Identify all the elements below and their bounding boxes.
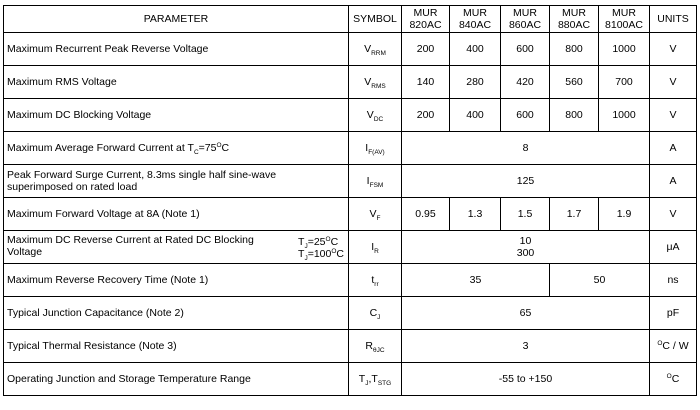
value-cell: 0.95 (402, 198, 450, 231)
value-cell: 10 300 (402, 231, 650, 264)
unit-cell: pF (650, 297, 697, 330)
table-row (4, 99, 697, 132)
condition-25c: $T_J=25^OC$ (298, 236, 339, 250)
table-row (4, 66, 697, 99)
header-device-860ac: MUR 860AC (501, 6, 550, 33)
table-row (4, 231, 697, 264)
table-row (4, 132, 697, 165)
ratings-table-container (3, 5, 697, 396)
value-cell: 125 (402, 165, 650, 198)
unit-cell: V (650, 99, 697, 132)
value-cell: 65 (402, 297, 650, 330)
value-cell: 140 (402, 66, 450, 99)
symbol-cell: $T_J,T_{STG}$ (349, 363, 402, 396)
header-device-840ac: MUR 840AC (450, 6, 501, 33)
value-cell: 200 (402, 33, 450, 66)
unit-cell: V (650, 198, 697, 231)
value-cell: 1.9 (599, 198, 650, 231)
value-cell: 35 (402, 264, 550, 297)
value-cell: 420 (501, 66, 550, 99)
electrical-ratings-table (3, 5, 697, 396)
parameter-cell: Maximum DC Blocking Voltage (4, 99, 349, 132)
symbol-cell: $V_{DC}$ (349, 99, 402, 132)
value-cell: 600 (501, 99, 550, 132)
unit-cell: V (650, 66, 697, 99)
parameter-cell: Maximum DC Reverse Current at Rated DC Blocking Voltage $T_J=25^OC$ $T_J=100^OC$ (4, 231, 349, 264)
value-cell: 800 (550, 33, 599, 66)
value-cell: 3 (402, 330, 650, 363)
value-cell: 1000 (599, 99, 650, 132)
symbol-cell: $V_F$ (349, 198, 402, 231)
unit-cell: ns (650, 264, 697, 297)
value-cell: 1.3 (450, 198, 501, 231)
header-device-880ac: MUR 880AC (550, 6, 599, 33)
symbol-cell: $I_{F(AV)}$ (349, 132, 402, 165)
parameter-cell: Maximum Reverse Recovery Time (Note 1) (4, 264, 349, 297)
condition-100c: $T_J=100^OC$ (298, 248, 344, 262)
header-device-8100ac: MUR 8100AC (599, 6, 650, 33)
symbol-cell: $C_J$ (349, 297, 402, 330)
unit-cell: μA (650, 231, 697, 264)
table-row (4, 297, 697, 330)
header-symbol: SYMBOL (349, 6, 402, 33)
value-cell: 700 (599, 66, 650, 99)
parameter-cell: Maximum Forward Voltage at 8A (Note 1) (4, 198, 349, 231)
table-row (4, 33, 697, 66)
parameter-cell: Typical Junction Capacitance (Note 2) (4, 297, 349, 330)
parameter-cell: Typical Thermal Resistance (Note 3) (4, 330, 349, 363)
symbol-cell: $R_{\theta JC}$ (349, 330, 402, 363)
unit-cell: V (650, 33, 697, 66)
value-cell: 400 (450, 33, 501, 66)
parameter-cell: Maximum Average Forward Current at $T_C=75^OC$ (4, 132, 349, 165)
value-cell: 600 (501, 33, 550, 66)
table-row (4, 330, 697, 363)
table-header-row (4, 6, 697, 33)
value-cell: 50 (550, 264, 650, 297)
table-row (4, 363, 697, 396)
symbol-cell: $I_R$ (349, 231, 402, 264)
value-cell: 400 (450, 99, 501, 132)
value-cell: 280 (450, 66, 501, 99)
parameter-cell: Operating Junction and Storage Temperature Range (4, 363, 349, 396)
value-cell: -55 to +150 (402, 363, 650, 396)
symbol-cell: $I_{FSM}$ (349, 165, 402, 198)
value-cell: 1.7 (550, 198, 599, 231)
unit-cell: A (650, 132, 697, 165)
value-cell: 1.5 (501, 198, 550, 231)
unit-cell: A (650, 165, 697, 198)
unit-cell: $^O$C (650, 363, 697, 396)
value-cell: 800 (550, 99, 599, 132)
value-cell: 200 (402, 99, 450, 132)
symbol-cell: $V_{RMS}$ (349, 66, 402, 99)
table-row (4, 198, 697, 231)
table-row (4, 264, 697, 297)
symbol-cell: $V_{RRM}$ (349, 33, 402, 66)
value-cell: 560 (550, 66, 599, 99)
unit-cell: $^O$C / W (650, 330, 697, 363)
parameter-cell: Peak Forward Surge Current, 8.3ms single half sine-wave superimposed on rated load (4, 165, 349, 198)
value-cell: 8 (402, 132, 650, 165)
parameter-cell: Maximum RMS Voltage (4, 66, 349, 99)
header-parameter: PARAMETER (4, 6, 349, 33)
header-device-820ac: MUR 820AC (402, 6, 450, 33)
parameter-cell: Maximum Recurrent Peak Reverse Voltage (4, 33, 349, 66)
table-row (4, 165, 697, 198)
header-units: UNITS (650, 6, 697, 33)
symbol-cell: $t_{rr}$ (349, 264, 402, 297)
value-cell: 1000 (599, 33, 650, 66)
